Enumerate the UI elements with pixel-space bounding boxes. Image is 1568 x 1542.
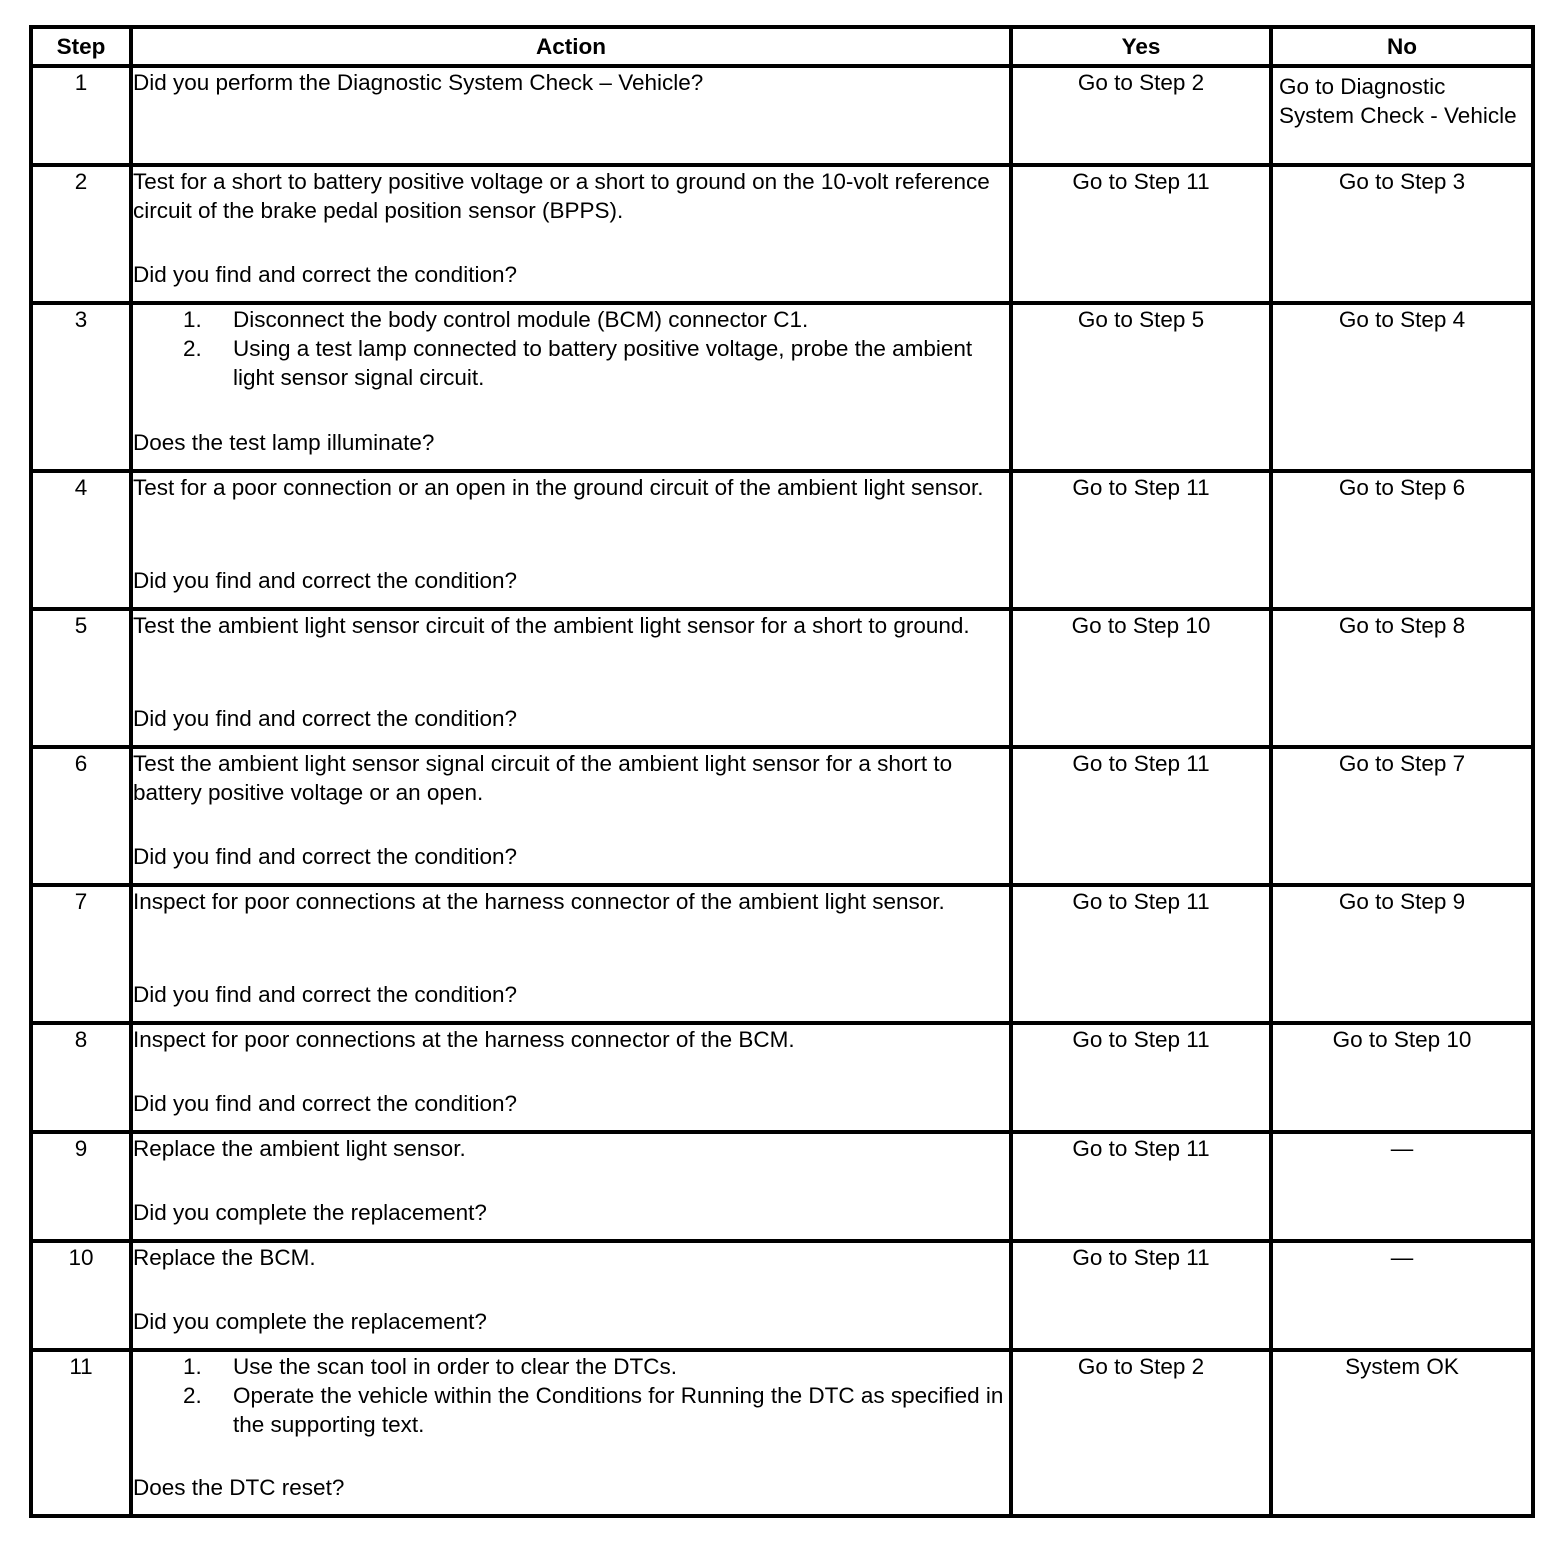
yes-result: Go to Step 5 (1011, 303, 1271, 471)
step-number: 10 (31, 1241, 131, 1350)
table-row (31, 303, 1533, 471)
action-cell (131, 1132, 1011, 1241)
yes-result: Go to Step 11 (1011, 1023, 1271, 1132)
substep-item (133, 1352, 1009, 1381)
table-row (31, 1132, 1533, 1241)
header-step: Step (31, 27, 131, 66)
table-row (31, 1241, 1533, 1350)
step-number: 11 (31, 1350, 131, 1516)
no-result: Go to Diagnostic System Check - Vehicle (1271, 66, 1533, 165)
yes-result: Go to Step 11 (1011, 1132, 1271, 1241)
table-row (31, 747, 1533, 885)
action-cell (131, 885, 1011, 1023)
no-result: Go to Step 10 (1271, 1023, 1533, 1132)
substep-number: 1. (183, 1354, 202, 1379)
yes-result: Go to Step 11 (1011, 747, 1271, 885)
diagnostic-table (29, 25, 1535, 1518)
action-substeps (133, 305, 1009, 392)
no-result: Go to Step 7 (1271, 747, 1533, 885)
yes-result: Go to Step 11 (1011, 471, 1271, 609)
no-result: Go to Step 9 (1271, 885, 1533, 1023)
substep-text: Using a test lamp connected to battery positive voltage, probe the ambient light sensor signal circuit. (233, 336, 973, 390)
no-result: System OK (1271, 1350, 1533, 1516)
no-result: Go to Step 8 (1271, 609, 1533, 747)
table-row (31, 885, 1533, 1023)
action-substeps (133, 1352, 1009, 1439)
action-question: Did you find and correct the condition? (133, 706, 517, 731)
table-row (31, 1350, 1533, 1516)
step-number: 5 (31, 609, 131, 747)
no-result: — (1271, 1241, 1533, 1350)
substep-text: Use the scan tool in order to clear the DTCs. (233, 1354, 677, 1379)
action-text: Test the ambient light sensor signal circuit of the ambient light sensor for a short to battery positive voltage or an open. (133, 751, 953, 805)
action-text: Test for a short to battery positive voltage or a short to ground on the 10-volt reference circuit of the brake pedal position sensor (BPPS). (133, 169, 990, 223)
header-row (31, 27, 1533, 66)
substep-number: 2. (183, 1383, 202, 1408)
substep-text: Operate the vehicle within the Conditions for Running the DTC as specified in the supporting text. (233, 1383, 1004, 1437)
step-number: 3 (31, 303, 131, 471)
substep-item (133, 305, 1009, 334)
action-cell (131, 1023, 1011, 1132)
action-question: Did you find and correct the condition? (133, 844, 517, 869)
table-row (31, 66, 1533, 165)
step-number: 8 (31, 1023, 131, 1132)
action-cell (131, 66, 1011, 165)
action-cell (131, 303, 1011, 471)
substep-text: Disconnect the body control module (BCM) connector C1. (233, 307, 809, 332)
action-text: Inspect for poor connections at the harness connector of the ambient light sensor. (133, 889, 945, 914)
step-number: 9 (31, 1132, 131, 1241)
substep-number: 1. (183, 307, 202, 332)
yes-result: Go to Step 11 (1011, 165, 1271, 303)
header-yes: Yes (1011, 27, 1271, 66)
no-result: Go to Step 4 (1271, 303, 1533, 471)
action-cell (131, 165, 1011, 303)
step-number: 7 (31, 885, 131, 1023)
step-number: 4 (31, 471, 131, 609)
action-question: Did you find and correct the condition? (133, 568, 517, 593)
substep-number: 2. (183, 336, 202, 361)
header-action: Action (131, 27, 1011, 66)
yes-result: Go to Step 10 (1011, 609, 1271, 747)
action-question: Did you find and correct the condition? (133, 1091, 517, 1116)
no-result: Go to Step 6 (1271, 471, 1533, 609)
action-question: Did you complete the replacement? (133, 1309, 487, 1334)
substep-item (133, 1381, 1009, 1439)
action-cell (131, 747, 1011, 885)
action-question: Did you find and correct the condition? (133, 982, 517, 1007)
action-cell (131, 1241, 1011, 1350)
action-question: Did you find and correct the condition? (133, 262, 517, 287)
action-text: Test for a poor connection or an open in the ground circuit of the ambient light sensor. (133, 475, 984, 500)
action-text: Replace the BCM. (133, 1245, 316, 1270)
action-question: Does the test lamp illuminate? (133, 430, 435, 455)
action-cell (131, 1350, 1011, 1516)
no-result: — (1271, 1132, 1533, 1241)
table-body (31, 66, 1533, 1516)
action-text: Did you perform the Diagnostic System Check – Vehicle? (133, 70, 704, 95)
substep-item (133, 334, 1009, 392)
table-row (31, 1023, 1533, 1132)
table-row (31, 609, 1533, 747)
table-row (31, 165, 1533, 303)
action-text: Test the ambient light sensor circuit of the ambient light sensor for a short to ground. (133, 613, 970, 638)
action-cell (131, 609, 1011, 747)
action-cell (131, 471, 1011, 609)
yes-result: Go to Step 2 (1011, 1350, 1271, 1516)
header-no: No (1271, 27, 1533, 66)
yes-result: Go to Step 11 (1011, 1241, 1271, 1350)
yes-result: Go to Step 11 (1011, 885, 1271, 1023)
step-number: 1 (31, 66, 131, 165)
no-result: Go to Step 3 (1271, 165, 1533, 303)
action-text: Replace the ambient light sensor. (133, 1136, 466, 1161)
step-number: 6 (31, 747, 131, 885)
step-number: 2 (31, 165, 131, 303)
yes-result: Go to Step 2 (1011, 66, 1271, 165)
action-question: Does the DTC reset? (133, 1475, 345, 1500)
table-row (31, 471, 1533, 609)
action-text: Inspect for poor connections at the harness connector of the BCM. (133, 1027, 795, 1052)
action-question: Did you complete the replacement? (133, 1200, 487, 1225)
